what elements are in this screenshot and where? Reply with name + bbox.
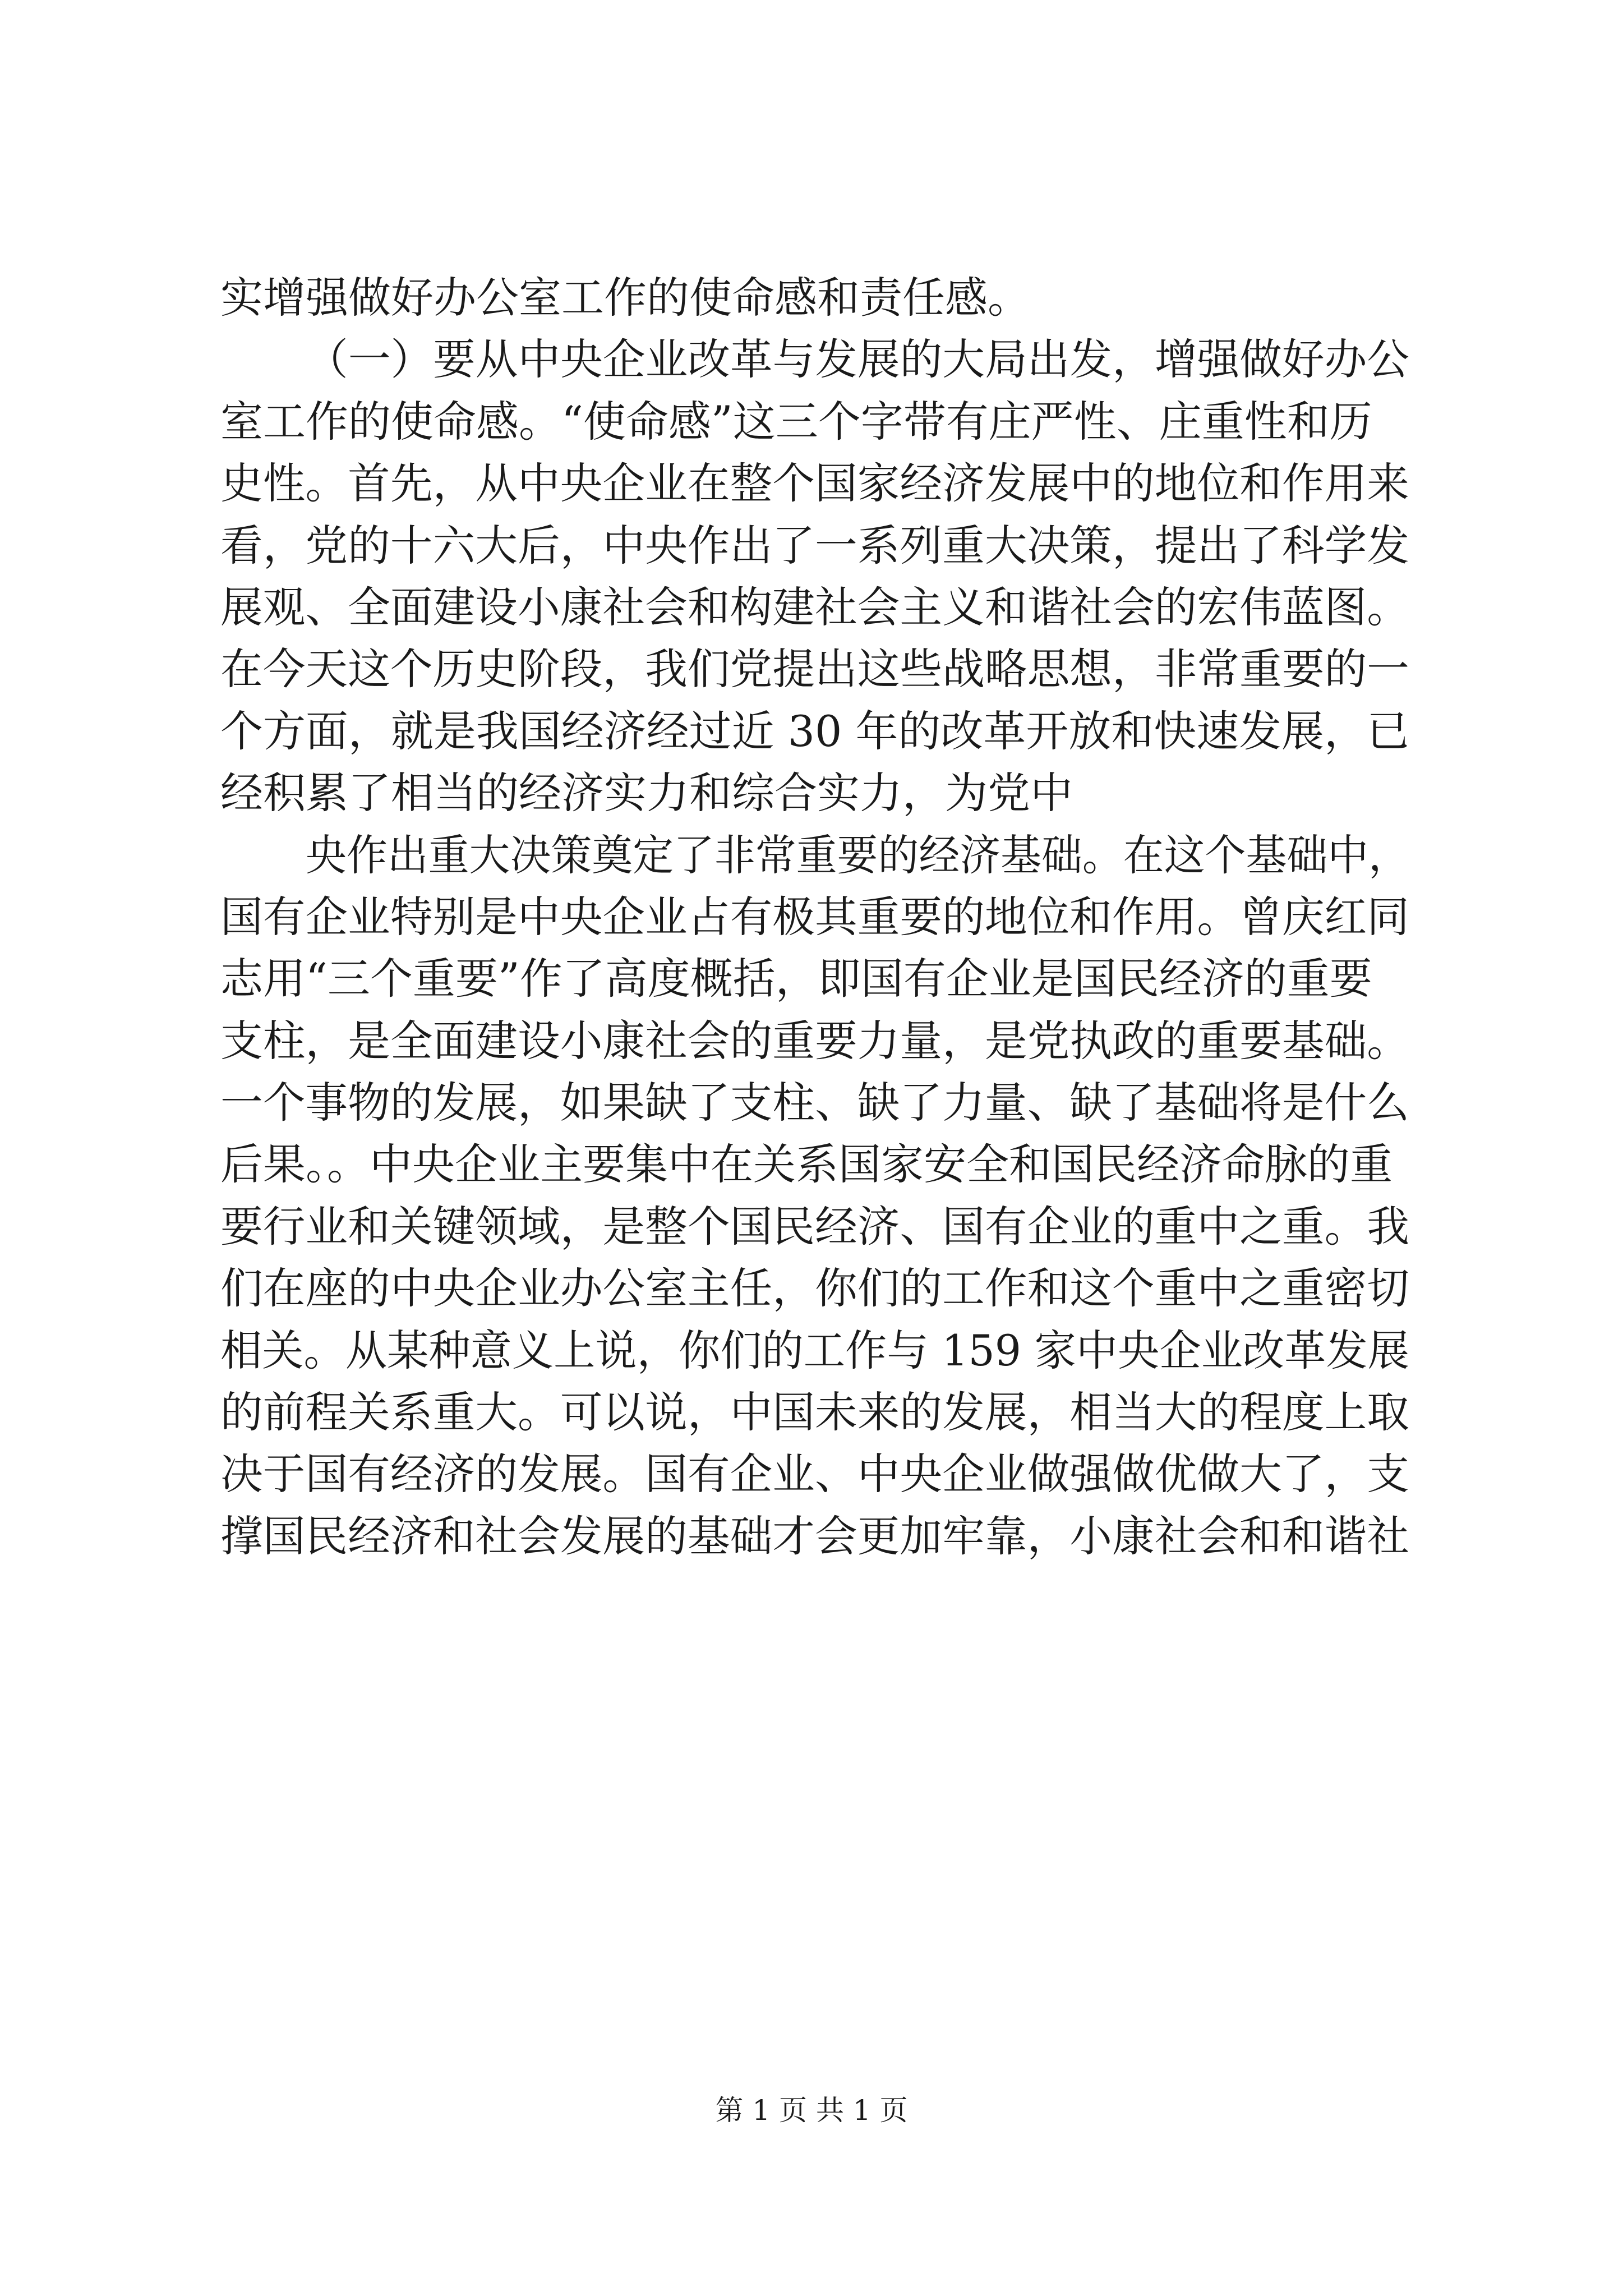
text-line: 决于国有经济的发展。国有企业、中央企业做强做优做大了，支 — [220, 1449, 1409, 1499]
text-line: 实增强做好办公室工作的使命感和责任感。 — [220, 273, 1030, 323]
text-line: 志用“三个重要”作了高度概括，即国有企业是国民经济的重要 — [220, 954, 1372, 1004]
text-line: 个方面，就是我国经济经过近 30 年的改革开放和快速发展，已 — [220, 706, 1409, 756]
text-line: 展观、全面建设小康社会和构建社会主义和谐社会的宏伟蓝图。 — [220, 582, 1409, 632]
text-line: 要行业和关键领域，是整个国民经济、国有企业的重中之重。我 — [220, 1201, 1409, 1251]
text-line: 央作出重大决策奠定了非常重要的经济基础。在这个基础中， — [306, 830, 1409, 880]
text-line: 的前程关系重大。可以说，中国未来的发展，相当大的程度上取 — [220, 1387, 1409, 1438]
text-line: 在今天这个历史阶段，我们党提出这些战略思想，非常重要的一 — [220, 644, 1409, 694]
text-line: 史性。首先，从中央企业在整个国家经济发展中的地位和作用来 — [220, 458, 1409, 509]
text-line: 相关。从某种意义上说，你们的工作与 159 家中央企业改革发展 — [220, 1325, 1409, 1375]
text-line: 撑国民经济和社会发展的基础才会更加牢靠，小康社会和和谐社 — [220, 1511, 1409, 1561]
text-line: 们在座的中央企业办公室主任，你们的工作和这个重中之重密切 — [220, 1263, 1409, 1314]
text-line: 后果。。中央企业主要集中在关系国家安全和国民经济命脉的重 — [220, 1139, 1393, 1190]
text-line: 一个事物的发展，如果缺了支柱、缺了力量、缺了基础将是什么 — [220, 1078, 1409, 1128]
body-text — [220, 267, 1409, 1567]
page-footer: 第 1 页 共 1 页 — [715, 2094, 908, 2127]
text-line: 看，党的十六大后，中央作出了一系列重大决策，提出了科学发 — [220, 520, 1409, 570]
text-line: 经积累了相当的经济实力和综合实力，为党中 — [220, 768, 1073, 818]
text-line: 室工作的使命感。“使命感”这三个字带有庄严性、庄重性和历 — [220, 396, 1372, 447]
text-line: 支柱，是全面建设小康社会的重要力量，是党执政的重要基础。 — [220, 1015, 1409, 1066]
text-line: 国有企业特别是中央企业占有极其重要的地位和作用。曾庆红同 — [220, 891, 1409, 942]
text-line: （一）要从中央企业改革与发展的大局出发，增强做好办公 — [306, 334, 1409, 385]
